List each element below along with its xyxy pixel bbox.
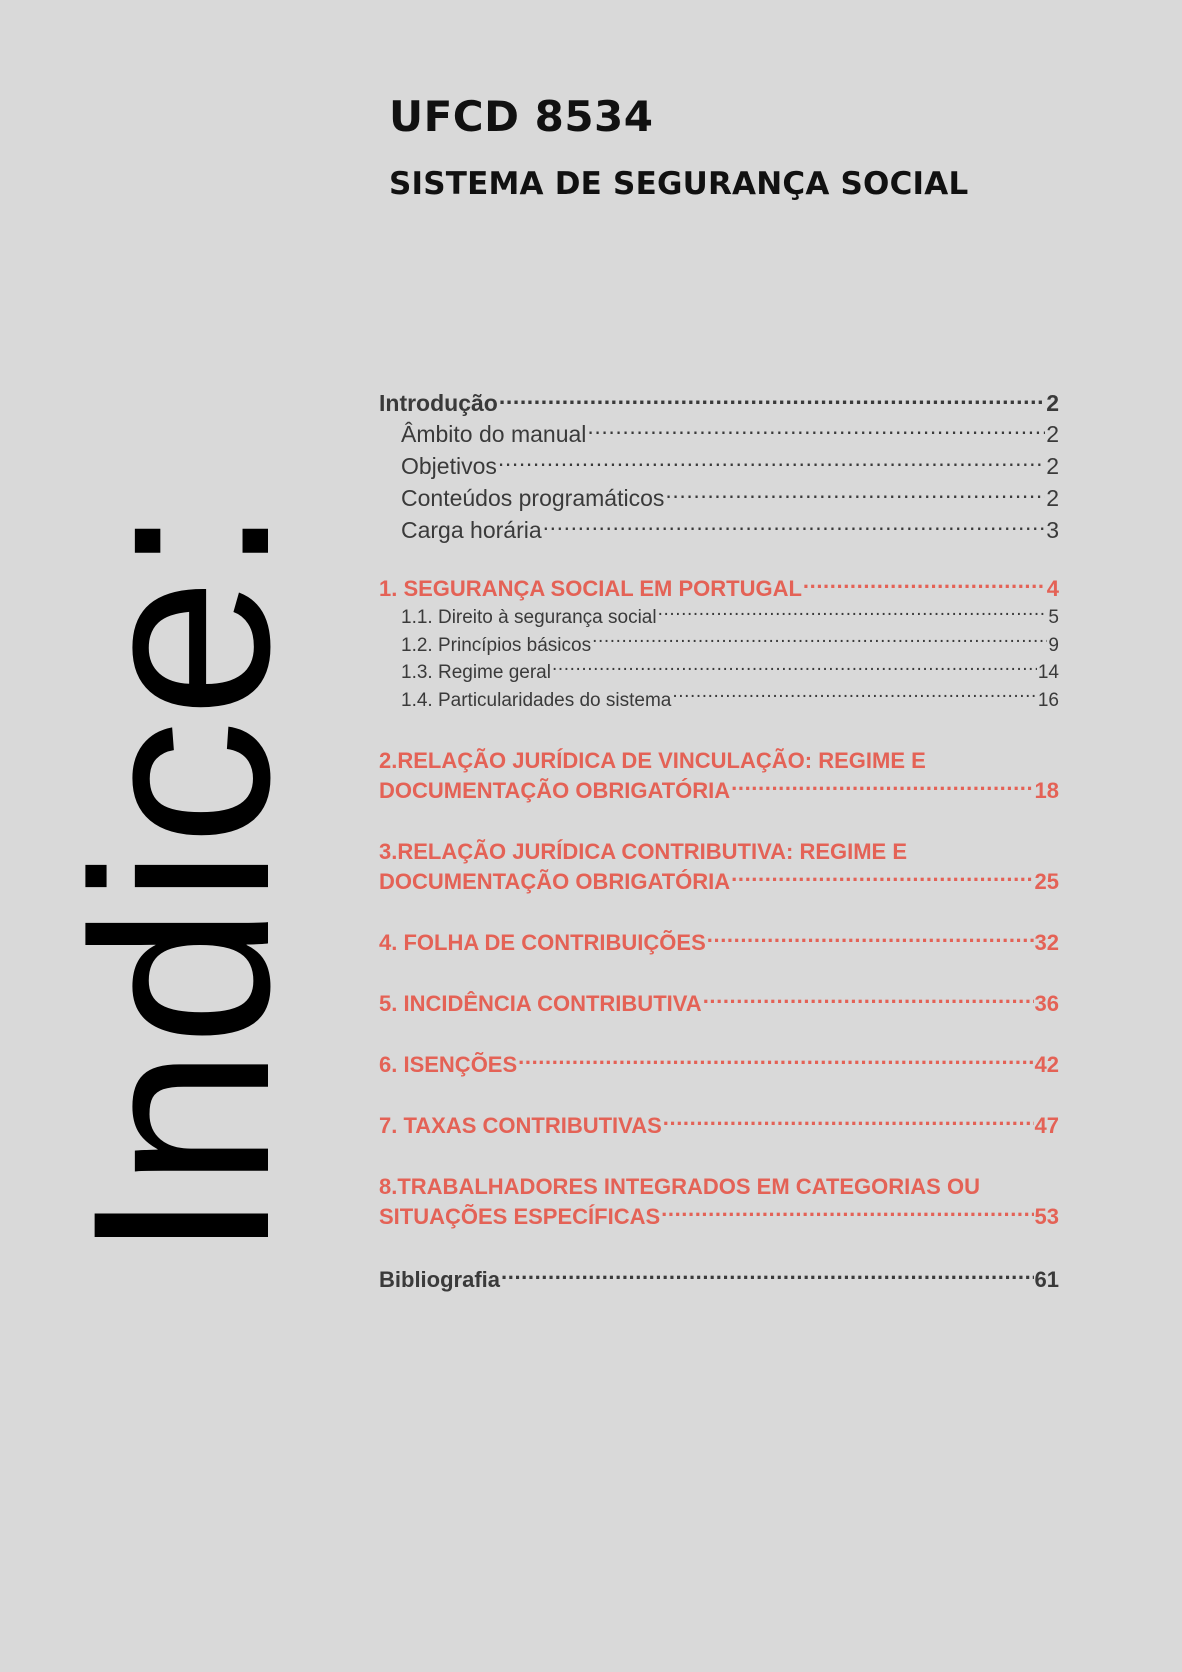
toc-leader-dots	[731, 776, 1033, 798]
toc-page-number: 18	[1034, 778, 1059, 803]
toc-entry-chapter-5[interactable]	[379, 989, 1059, 1019]
course-subject: SISTEMA DE SEGURANÇA SOCIAL	[389, 166, 969, 202]
toc-entry-label: 6. ISENÇÕES	[379, 1052, 518, 1077]
toc-leader-dots	[587, 419, 1045, 442]
toc-entry-objectives[interactable]	[379, 450, 1059, 482]
toc-entry-1-2[interactable]	[379, 632, 1059, 660]
toc-entry-label: Âmbito do manual	[401, 421, 587, 447]
toc-leader-dots	[552, 659, 1037, 678]
toc-page-number: 32	[1034, 930, 1059, 955]
toc-entry-label: 1.2. Princípios básicos	[401, 634, 592, 656]
toc-page-number: 61	[1034, 1267, 1059, 1292]
toc-entry-chapter-4[interactable]	[379, 928, 1059, 958]
toc-page-number: 53	[1034, 1204, 1059, 1229]
toc-entry-label-line2: SITUAÇÕES ESPECÍFICAS	[379, 1204, 661, 1229]
toc-leader-dots	[658, 604, 1048, 623]
toc-entry-1-3[interactable]	[379, 659, 1059, 687]
toc-entry-1-4[interactable]	[379, 687, 1059, 715]
toc-entry-label: 5. INCIDÊNCIA CONTRIBUTIVA	[379, 991, 702, 1016]
toc-entry-label: Conteúdos programáticos	[401, 485, 665, 511]
toc-page-number: 4	[1046, 576, 1059, 601]
toc-entry-label-line1: 8.TRABALHADORES INTEGRADOS EM CATEGORIAS OU	[379, 1174, 980, 1199]
toc-entry-chapter-7[interactable]	[379, 1111, 1059, 1141]
toc-leader-dots	[592, 632, 1047, 651]
toc-entry-label: 1.3. Regime geral	[401, 662, 551, 683]
toc-entry-chapter-1[interactable]	[379, 574, 1059, 604]
toc-entry-label: 1.1. Direito à segurança social	[401, 607, 657, 628]
toc-entry-label-line1: 3.RELAÇÃO JURÍDICA CONTRIBUTIVA: REGIME E	[379, 839, 908, 864]
course-code: UFCD 8534	[389, 92, 654, 141]
toc-page-number: 3	[1046, 517, 1059, 543]
toc-page-number: 2	[1046, 485, 1059, 511]
toc-entry-label: 7. TAXAS CONTRIBUTIVAS	[379, 1113, 662, 1138]
toc-leader-dots	[703, 989, 1034, 1011]
toc-page-number: 47	[1034, 1113, 1059, 1138]
toc-leader-dots	[731, 867, 1033, 889]
toc-entry-label: 4. FOLHA DE CONTRIBUIÇÕES	[379, 930, 706, 955]
toc-entry-chapter-2[interactable]	[379, 746, 1059, 806]
toc-leader-dots	[499, 388, 1045, 411]
toc-entry-label: Carga horária	[401, 517, 542, 543]
toc-leader-dots	[501, 1265, 1034, 1287]
toc-leader-dots	[707, 928, 1034, 950]
toc-page-number: 2	[1046, 421, 1059, 447]
index-side-title: Indice:	[41, 503, 322, 1261]
toc-leader-dots	[661, 1202, 1033, 1224]
document-header	[389, 86, 968, 204]
toc-entry-label: 1. SEGURANÇA SOCIAL EM PORTUGAL	[379, 576, 802, 601]
toc-leader-dots	[543, 515, 1046, 538]
toc-entry-introduction[interactable]	[379, 388, 1059, 418]
toc-page-number: 25	[1034, 869, 1059, 894]
toc-entry-hours[interactable]	[379, 514, 1059, 546]
toc-leader-dots	[498, 451, 1045, 474]
toc-entry-label: Objetivos	[401, 453, 497, 479]
toc-page-number: 2	[1046, 453, 1059, 479]
toc-page-number: 5	[1048, 607, 1059, 628]
toc-leader-dots	[518, 1050, 1033, 1072]
toc-entry-label-line2: DOCUMENTAÇÃO OBRIGATÓRIA	[379, 869, 731, 894]
toc-entry-label: 1.4. Particularidades do sistema	[401, 689, 672, 711]
toc-page-number: 2	[1046, 390, 1059, 416]
toc-page-number: 14	[1037, 662, 1059, 683]
toc-entry-chapter-3[interactable]	[379, 837, 1059, 897]
toc-entry-label: Bibliografia	[379, 1267, 501, 1292]
toc-entry-label-line2: DOCUMENTAÇÃO OBRIGATÓRIA	[379, 778, 731, 803]
toc-entry-label: Introdução	[379, 390, 498, 416]
toc-page-number: 16	[1037, 689, 1059, 711]
toc-entry-contents[interactable]	[379, 482, 1059, 514]
table-of-contents	[379, 388, 1059, 1295]
toc-page-number: 42	[1034, 1052, 1059, 1077]
toc-entry-chapter-6[interactable]	[379, 1050, 1059, 1080]
toc-leader-dots	[663, 1111, 1034, 1133]
toc-entry-scope[interactable]	[379, 418, 1059, 450]
toc-entry-chapter-8[interactable]	[379, 1172, 1059, 1232]
toc-leader-dots	[665, 483, 1045, 506]
toc-leader-dots	[672, 687, 1036, 706]
toc-entry-bibliography[interactable]	[379, 1265, 1059, 1295]
toc-leader-dots	[803, 574, 1046, 596]
toc-entry-label-line1: 2.RELAÇÃO JURÍDICA DE VINCULAÇÃO: REGIME E	[379, 748, 926, 773]
toc-page-number: 9	[1048, 634, 1059, 656]
toc-page-number: 36	[1034, 991, 1059, 1016]
toc-entry-1-1[interactable]	[379, 604, 1059, 632]
